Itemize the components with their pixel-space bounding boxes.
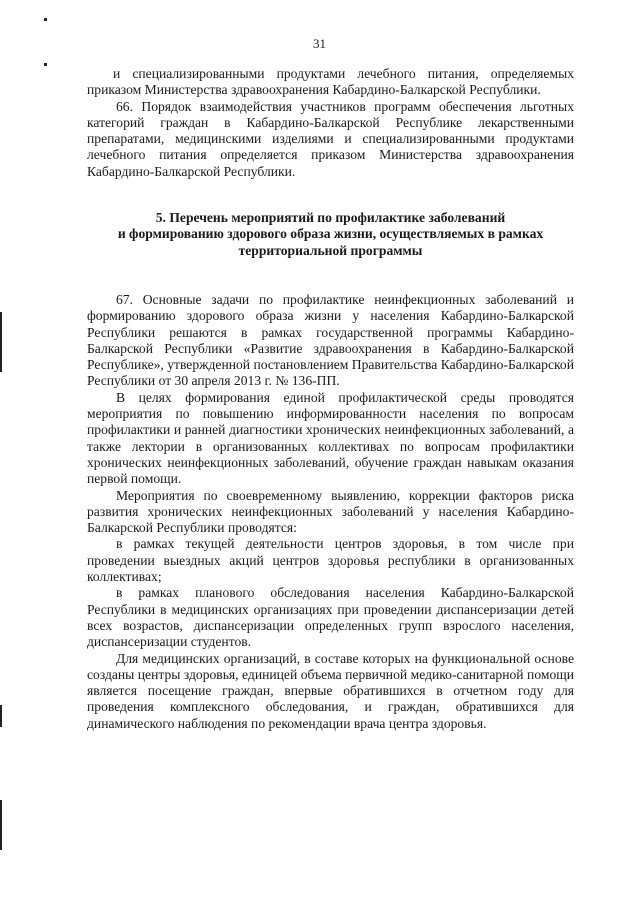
scan-mark: [44, 63, 47, 66]
section-heading-line: территориальной программы: [238, 242, 423, 258]
paragraph: в рамках текущей деятельности центров здоровья, в том числе при проведении выездных акций центров здоровья республики в организованных коллективах;: [87, 536, 574, 585]
paragraph: в рамках планового обследования населения Кабардино-Балкарской Республики в медицинских организациях при проведении диспансеризации детей всех возрастов, диспансеризации определенных групп взрослого населения, диспансеризации студентов.: [87, 585, 574, 650]
paragraph: 67. Основные задачи по профилактике неинфекционных заболеваний и формированию здорового образа жизни у населения Кабардино-Балкарской Республики решаются в рамках государственной программы Кабардино-Балкарской Республики «Развитие здравоохранения в Кабардино-Балкарской Республике», утвержденной постановлением Правительства Кабардино-Балкарской Республики от 30 апреля 2013 г. № 136-ПП.: [87, 291, 574, 389]
scan-mark: [44, 18, 47, 21]
document-body: [87, 66, 574, 732]
paragraph: и специализированными продуктами лечебного питания, определяемых приказом Министерства здравоохранения Кабардино-Балкарской Республики.: [87, 66, 574, 98]
paragraph: 66. Порядок взаимодействия участников программ обеспечения льготных категорий граждан в Кабардино-Балкарской Республике лекарственными препаратами, медицинскими изделиями и специализированными продуктами лечебного питания определяется приказом Министерства здравоохранения Кабардино-Балкарской Республики.: [87, 98, 574, 179]
paragraph: В целях формирования единой профилактической среды проводятся мероприятия по повышению информированности населения по вопросам профилактики и ранней диагностики хронических неинфекционных заболеваний, а также лектории в организованных коллективах по вопросам профилактики хронических неинфекционных заболеваний, обучение граждан навыкам оказания первой помощи.: [87, 389, 574, 487]
scan-edge-mark: [0, 312, 2, 372]
scan-edge-mark: [0, 705, 2, 727]
paragraph: Для медицинских организаций, в составе которых на функциональной основе созданы центры здоровья, единицей объема первичной медико-санитарной помощи является посещение граждан, впервые обратившихся в отчетном году для проведения комплексного обследования, и граждан, обратившихся для динамического наблюдения по рекомендации врача центра здоровья.: [87, 650, 574, 731]
paragraph: Мероприятия по своевременному выявлению, коррекции факторов риска развития хронических неинфекционных заболеваний у населения Кабардино-Балкарской Республики проводятся:: [87, 487, 574, 536]
scan-edge-mark: [0, 800, 2, 850]
section-heading: [87, 210, 574, 259]
page-number: 31: [313, 36, 326, 51]
section-heading-line: и формированию здорового образа жизни, осуществляемых в рамках: [117, 226, 544, 242]
section-heading-line: 5. Перечень мероприятий по профилактике заболеваний: [155, 210, 506, 226]
